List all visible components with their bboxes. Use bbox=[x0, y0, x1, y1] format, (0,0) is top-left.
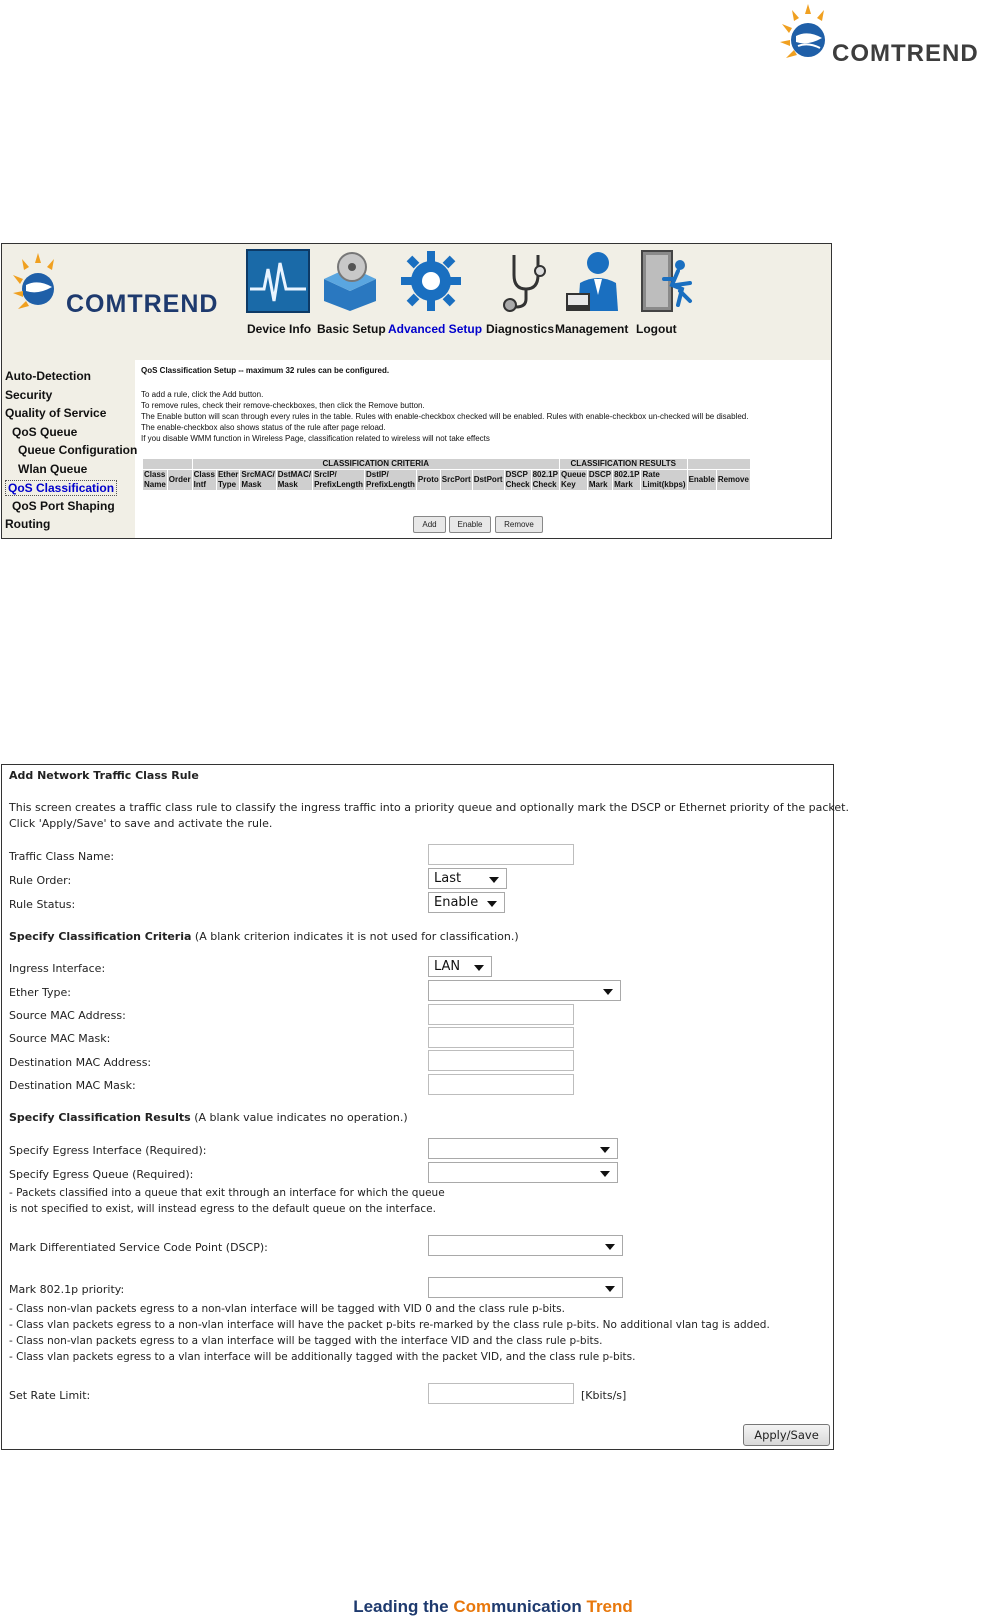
column-header bbox=[504, 470, 531, 491]
column-header-text: Check bbox=[532, 480, 557, 489]
column-header-text: Queue bbox=[560, 470, 586, 479]
chevron-down-icon bbox=[487, 901, 497, 907]
column-header-text: DstIP/ bbox=[366, 470, 389, 479]
column-header bbox=[365, 470, 417, 491]
remove-button[interactable]: Remove bbox=[495, 516, 543, 533]
chevron-down-icon bbox=[603, 989, 613, 995]
tagline-part-1: Leading the bbox=[353, 1597, 454, 1616]
column-header-text: Remove bbox=[717, 475, 749, 484]
column-header-text: PrefixLength bbox=[314, 480, 363, 489]
table-cell bbox=[143, 459, 193, 470]
column-header-text: Intf bbox=[193, 480, 207, 489]
sidebar-item-quality-of-service[interactable]: Quality of Service bbox=[5, 406, 107, 420]
column-header-text: SrcIP/ bbox=[314, 470, 337, 479]
ether-type-label: Ether Type: bbox=[9, 986, 71, 999]
dscp-label: Mark Differentiated Service Code Point (DSCP): bbox=[9, 1241, 268, 1254]
rule-order-select[interactable] bbox=[428, 868, 507, 889]
help-line-wmm: If you disable WMM function in Wireless Page, classification related to wireless will not take effects bbox=[141, 434, 490, 443]
column-header-text: Key bbox=[560, 480, 576, 489]
destination-mac-address-input[interactable] bbox=[428, 1050, 574, 1071]
column-header-text: Mark bbox=[614, 480, 633, 489]
column-header bbox=[613, 470, 641, 491]
chevron-down-icon bbox=[600, 1171, 610, 1177]
management-icon[interactable] bbox=[562, 249, 626, 313]
chevron-down-icon bbox=[605, 1286, 615, 1292]
column-header bbox=[687, 470, 716, 491]
column-header bbox=[216, 470, 239, 491]
table-group-row bbox=[143, 459, 751, 470]
destination-mac-mask-label: Destination MAC Mask: bbox=[9, 1079, 136, 1092]
egress-interface-select[interactable] bbox=[428, 1138, 618, 1159]
help-line-remove: To remove rules, check their remove-checkboxes, then click the Remove button. bbox=[141, 401, 425, 410]
advanced-setup-icon[interactable] bbox=[399, 249, 463, 313]
rate-limit-input[interactable] bbox=[428, 1383, 574, 1404]
criteria-heading-row bbox=[9, 930, 519, 943]
dscp-select[interactable] bbox=[428, 1235, 623, 1256]
tagline-part-2: Com bbox=[453, 1597, 492, 1616]
column-header-text: Mask bbox=[241, 480, 262, 489]
pbits-note: - Class non-vlan packets egress to a non-vlan interface will be tagged with VID 0 and the class rule p-bits. bbox=[9, 1303, 565, 1315]
sidebar-item-qos-queue[interactable]: QoS Queue bbox=[12, 425, 78, 439]
8021p-priority-label: Mark 802.1p priority: bbox=[9, 1283, 125, 1296]
column-header-text: Type bbox=[217, 480, 237, 489]
column-header-text: Proto bbox=[417, 475, 439, 484]
queue-note-line-2: is not specified to exist, will instead egress to the default queue on the interface. bbox=[9, 1203, 436, 1215]
criteria-note: (A blank criterion indicates it is not used for classification.) bbox=[191, 930, 519, 943]
rate-limit-unit: [Kbits/s] bbox=[581, 1389, 627, 1402]
chevron-down-icon bbox=[489, 877, 499, 883]
apply-save-button[interactable]: Apply/Save bbox=[743, 1424, 830, 1446]
column-header-text: Check bbox=[505, 480, 530, 489]
column-header-text: DstPort bbox=[473, 475, 503, 484]
column-header bbox=[559, 470, 587, 491]
column-header-text: SrcMAC/ bbox=[241, 470, 275, 479]
nav-logout[interactable]: Logout bbox=[636, 322, 677, 336]
table-header-row bbox=[143, 470, 751, 491]
nav-advanced-setup[interactable]: Advanced Setup bbox=[388, 322, 483, 336]
traffic-class-name-input[interactable] bbox=[428, 844, 574, 865]
sidebar-item-security[interactable]: Security bbox=[5, 388, 53, 402]
column-header bbox=[416, 470, 440, 491]
column-header-text: DSCP bbox=[505, 470, 528, 479]
results-note: (A blank value indicates no operation.) bbox=[190, 1111, 408, 1124]
rule-order-label: Rule Order: bbox=[9, 874, 72, 887]
pbits-note: - Class vlan packets egress to a non-vlan interface will have the packet p-bits re-marked by the class rule p-bits. No additional vlan tag is added. bbox=[9, 1319, 770, 1331]
help-line-status: The enable-checkbox also shows status of the rule after page reload. bbox=[141, 423, 386, 432]
egress-queue-select[interactable] bbox=[428, 1162, 618, 1183]
device-info-icon[interactable] bbox=[246, 249, 310, 313]
egress-interface-label: Specify Egress Interface (Required): bbox=[9, 1144, 207, 1157]
rule-order-value: Last bbox=[434, 871, 462, 886]
chevron-down-icon bbox=[600, 1147, 610, 1153]
column-header-text: Enable bbox=[688, 475, 715, 484]
enable-button[interactable]: Enable bbox=[449, 516, 491, 533]
traffic-class-name-label: Traffic Class Name: bbox=[9, 850, 115, 863]
nav-management[interactable]: Management bbox=[555, 322, 629, 336]
source-mac-address-label: Source MAC Address: bbox=[9, 1009, 126, 1022]
ether-type-select[interactable] bbox=[428, 980, 621, 1001]
intro-line-2: Click 'Apply/Save' to save and activate the rule. bbox=[9, 817, 273, 830]
ingress-interface-label: Ingress Interface: bbox=[9, 962, 106, 975]
brand-logo bbox=[778, 2, 986, 68]
ingress-interface-select[interactable] bbox=[428, 956, 492, 977]
criteria-group-header: CLASSIFICATION CRITERIA bbox=[192, 459, 559, 470]
column-header bbox=[276, 470, 312, 491]
column-header-text: Rate bbox=[642, 470, 660, 479]
tagline-part-3: munication bbox=[491, 1597, 587, 1616]
column-header-text: Class bbox=[193, 470, 215, 479]
pbits-note: - Class non-vlan packets egress to a vlan interface will be tagged with the interface VID and the class rule p-bits. bbox=[9, 1335, 603, 1347]
rule-status-label: Rule Status: bbox=[9, 898, 76, 911]
column-header-text: Ether bbox=[217, 470, 239, 479]
pbits-note: - Class vlan packets egress to a vlan interface will be additionally tagged with the packet VID, and the class rule p-bits. bbox=[9, 1351, 636, 1363]
help-line-enable: The Enable button will scan through every rules in the table. Rules with enable-checkbox checked will be enabled. Rules with enable-checkbox un-checked will be disabled. bbox=[141, 412, 749, 421]
sidebar-item-wlan-queue[interactable]: Wlan Queue bbox=[18, 462, 88, 476]
8021p-priority-select[interactable] bbox=[428, 1277, 623, 1298]
tagline-part-4: Trend bbox=[586, 1597, 633, 1616]
criteria-heading: Specify Classification Criteria bbox=[9, 930, 192, 943]
qos-setup-title: QoS Classification Setup -- maximum 32 rules can be configured. bbox=[141, 366, 390, 375]
column-header bbox=[641, 470, 687, 491]
column-header bbox=[240, 470, 276, 491]
column-header bbox=[440, 470, 472, 491]
ingress-interface-value: LAN bbox=[434, 959, 461, 974]
comtrend-logo-icon bbox=[12, 249, 68, 319]
sidebar bbox=[2, 360, 138, 538]
results-group-header: CLASSIFICATION RESULTS bbox=[559, 459, 687, 470]
column-header-text: Order bbox=[168, 475, 191, 484]
column-header-text: PrefixLength bbox=[366, 480, 415, 489]
column-header-text: DstMAC/ bbox=[277, 470, 312, 479]
column-header-text: Mask bbox=[277, 480, 298, 489]
column-header-text: Mark bbox=[588, 480, 608, 489]
column-header-text: Limit(kbps) bbox=[642, 480, 686, 489]
nav-basic-setup[interactable]: Basic Setup bbox=[317, 322, 386, 336]
column-header bbox=[313, 470, 365, 491]
rate-limit-label: Set Rate Limit: bbox=[9, 1389, 91, 1402]
column-header bbox=[716, 470, 750, 491]
column-header bbox=[167, 470, 192, 491]
column-header bbox=[587, 470, 612, 491]
column-header-text: Name bbox=[144, 480, 166, 489]
add-button[interactable]: Add bbox=[413, 516, 446, 533]
column-header bbox=[472, 470, 504, 491]
source-mac-mask-label: Source MAC Mask: bbox=[9, 1032, 111, 1045]
source-mac-mask-input[interactable] bbox=[428, 1027, 574, 1048]
chevron-down-icon bbox=[474, 965, 484, 971]
sidebar-item-routing[interactable]: Routing bbox=[5, 517, 51, 531]
queue-note-line-1: - Packets classified into a queue that exit through an interface for which the queue bbox=[9, 1187, 445, 1199]
destination-mac-address-label: Destination MAC Address: bbox=[9, 1056, 152, 1069]
destination-mac-mask-input[interactable] bbox=[428, 1074, 574, 1095]
column-header bbox=[192, 470, 216, 491]
sidebar-item-qos-port-shaping[interactable]: QoS Port Shaping bbox=[12, 499, 115, 513]
rule-status-value: Enable bbox=[434, 895, 479, 910]
diagnostics-icon[interactable] bbox=[492, 249, 556, 313]
column-header-text: DSCP bbox=[588, 470, 612, 479]
sidebar-item-queue-configuration[interactable]: Queue Configuration bbox=[18, 443, 138, 457]
column-header bbox=[531, 470, 559, 491]
sidebar-item-auto-detection[interactable]: Auto-Detection bbox=[5, 369, 91, 383]
footer-tagline bbox=[0, 1597, 986, 1617]
comtrend-logo-icon bbox=[778, 2, 838, 68]
results-heading: Specify Classification Results bbox=[9, 1111, 191, 1124]
rule-status-select[interactable] bbox=[428, 892, 505, 913]
intro-line-1: This screen creates a traffic class rule to classify the ingress traffic into a priority queue and optionally mark the DSCP or Ethernet priority of the packet. bbox=[9, 801, 849, 814]
classification-table bbox=[142, 458, 751, 491]
column-header bbox=[143, 470, 168, 491]
page-title: Add Network Traffic Class Rule bbox=[9, 769, 199, 782]
qos-classification-screenshot bbox=[1, 243, 832, 539]
help-line-add: To add a rule, click the Add button. bbox=[141, 390, 264, 399]
column-header-text: SrcPort bbox=[441, 475, 471, 484]
egress-queue-label: Specify Egress Queue (Required): bbox=[9, 1168, 194, 1181]
table-cell bbox=[687, 459, 750, 470]
results-heading-row bbox=[9, 1111, 408, 1124]
column-header-text: 802.1P bbox=[532, 470, 558, 479]
brand-name: COMTREND bbox=[832, 40, 979, 67]
sidebar-item-qos-classification[interactable]: QoS Classification bbox=[5, 480, 117, 496]
logout-icon[interactable] bbox=[638, 249, 702, 313]
nav-diagnostics[interactable]: Diagnostics bbox=[486, 322, 555, 336]
banner bbox=[2, 244, 831, 360]
source-mac-address-input[interactable] bbox=[428, 1004, 574, 1025]
banner-brand-name: COMTREND bbox=[66, 290, 219, 318]
basic-setup-icon[interactable] bbox=[318, 249, 382, 313]
add-traffic-class-rule-screenshot bbox=[1, 764, 849, 1450]
nav-device-info[interactable]: Device Info bbox=[247, 322, 312, 336]
column-header-text: Class bbox=[144, 470, 166, 479]
chevron-down-icon bbox=[605, 1244, 615, 1250]
column-header-text: 802.1P bbox=[614, 470, 640, 479]
